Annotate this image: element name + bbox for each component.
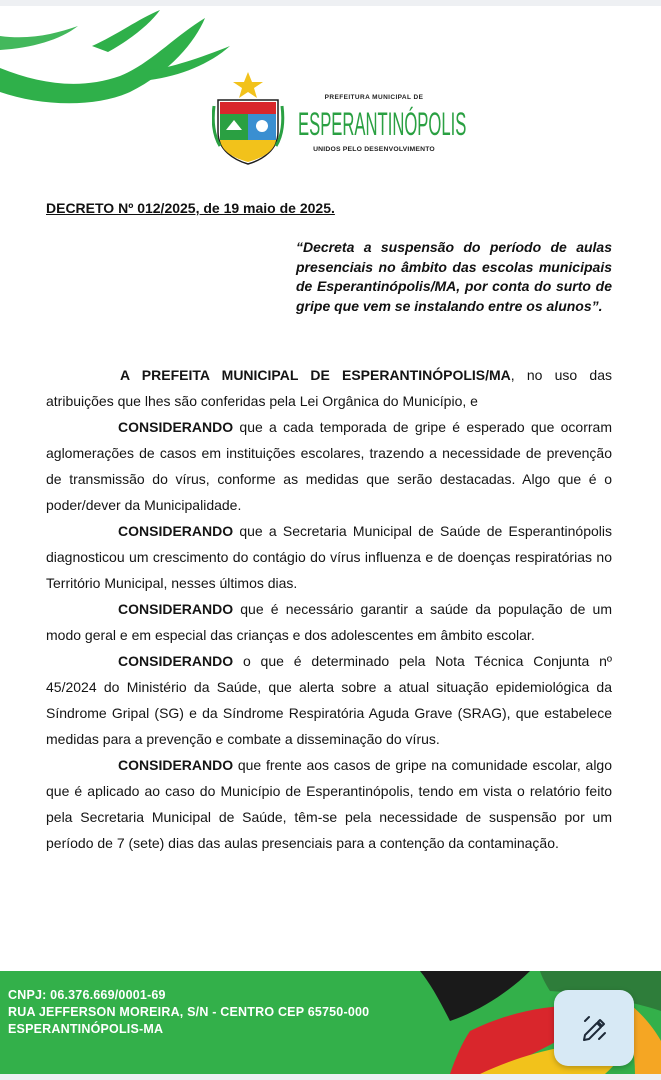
logo-wordmark: ESPERANTINÓPOLIS xyxy=(298,106,467,142)
footer-city: ESPERANTINÓPOLIS-MA xyxy=(8,1022,164,1036)
paragraph-text: o que é determinado pela Nota Técnica Conjunta nº 45/2024 do Ministério da Saúde, que alerta sobre a atual situação epidemiológica da Síndrome Gripal (SG) e da Síndrome Respiratória Aguda Grave (SRAG), que estabelece medidas para a prevenção e combate a disseminação do vírus. xyxy=(46,653,612,747)
paragraph-lead: CONSIDERANDO xyxy=(118,419,234,435)
paragraph-text: que é necessário garantir a saúde da população de um modo geral e em especial das crianças e dos adolescentes em âmbito escolar. xyxy=(46,601,612,643)
logo-superscript: PREFEITURA MUNICIPAL DE xyxy=(324,94,424,101)
considerando-paragraph xyxy=(46,596,612,648)
considerando-paragraph xyxy=(46,752,612,856)
decree-ementa: “Decreta a suspensão do período de aulas presenciais no âmbito das escolas municipais de Esperantinópolis/MA, por conta do surto de gripe que vem se instalando entre os alunos”. xyxy=(296,239,612,314)
coat-of-arms-icon xyxy=(212,70,292,166)
decree-body xyxy=(46,362,612,856)
paragraph-lead: CONSIDERANDO xyxy=(118,653,234,669)
logo-slogan: UNIDOS PELO DESENVOLVIMENTO xyxy=(313,146,435,153)
decorative-stroke-graphic xyxy=(0,6,240,116)
paragraph-text: que a Secretaria Municipal de Saúde de Esperantinópolis diagnosticou um crescimento do contágio do vírus influenza e de doenças respiratórias no Território Municipal, nesses últimos dias. xyxy=(46,523,612,591)
municipal-logo xyxy=(212,70,467,170)
footer-contact xyxy=(8,987,369,1038)
edit-pencil-icon xyxy=(579,1013,609,1043)
paragraph-text: , no uso das atribuições que lhes são conferidas pela Lei Orgânica do Município, e xyxy=(46,367,612,409)
considerando-paragraph xyxy=(46,414,612,518)
footer-address: RUA JEFFERSON MOREIRA, S/N - CENTRO CEP 65750-000 xyxy=(8,1005,370,1019)
considerando-paragraph xyxy=(46,518,612,596)
edit-fab-button[interactable] xyxy=(554,990,634,1066)
document-page xyxy=(0,6,661,1074)
considerando-paragraph xyxy=(46,648,612,752)
paragraph-lead: CONSIDERANDO xyxy=(118,601,234,617)
paragraph-lead: CONSIDERANDO xyxy=(118,757,234,773)
paragraph-lead: CONSIDERANDO xyxy=(118,523,234,539)
decree-title: DECRETO Nº 012/2025, de 19 maio de 2025. xyxy=(46,200,335,216)
paragraph-text: que frente aos casos de gripe na comunidade escolar, algo que é aplicado ao caso do Município de Esperantinópolis, tendo em vista o relatório feito pela Secretaria Municipal de Saúde, têm-se pela necessidade de suspensão por um período de 7 (sete) dias das aulas presenciais para a contenção da contaminação. xyxy=(46,757,612,851)
opening-paragraph xyxy=(46,362,612,414)
paragraph-text: que a cada temporada de gripe é esperado que ocorram aglomerações de casos em instituições escolares, trazendo a necessidade de prevenção de transmissão do vírus, conforme as medidas que serão destacadas. Algo que é o poder/dever da Municipalidade. xyxy=(46,419,612,513)
paragraph-lead: A PREFEITA MUNICIPAL DE ESPERANTINÓPOLIS/MA xyxy=(120,367,511,383)
footer-cnpj: CNPJ: 06.376.669/0001-69 xyxy=(8,988,166,1002)
